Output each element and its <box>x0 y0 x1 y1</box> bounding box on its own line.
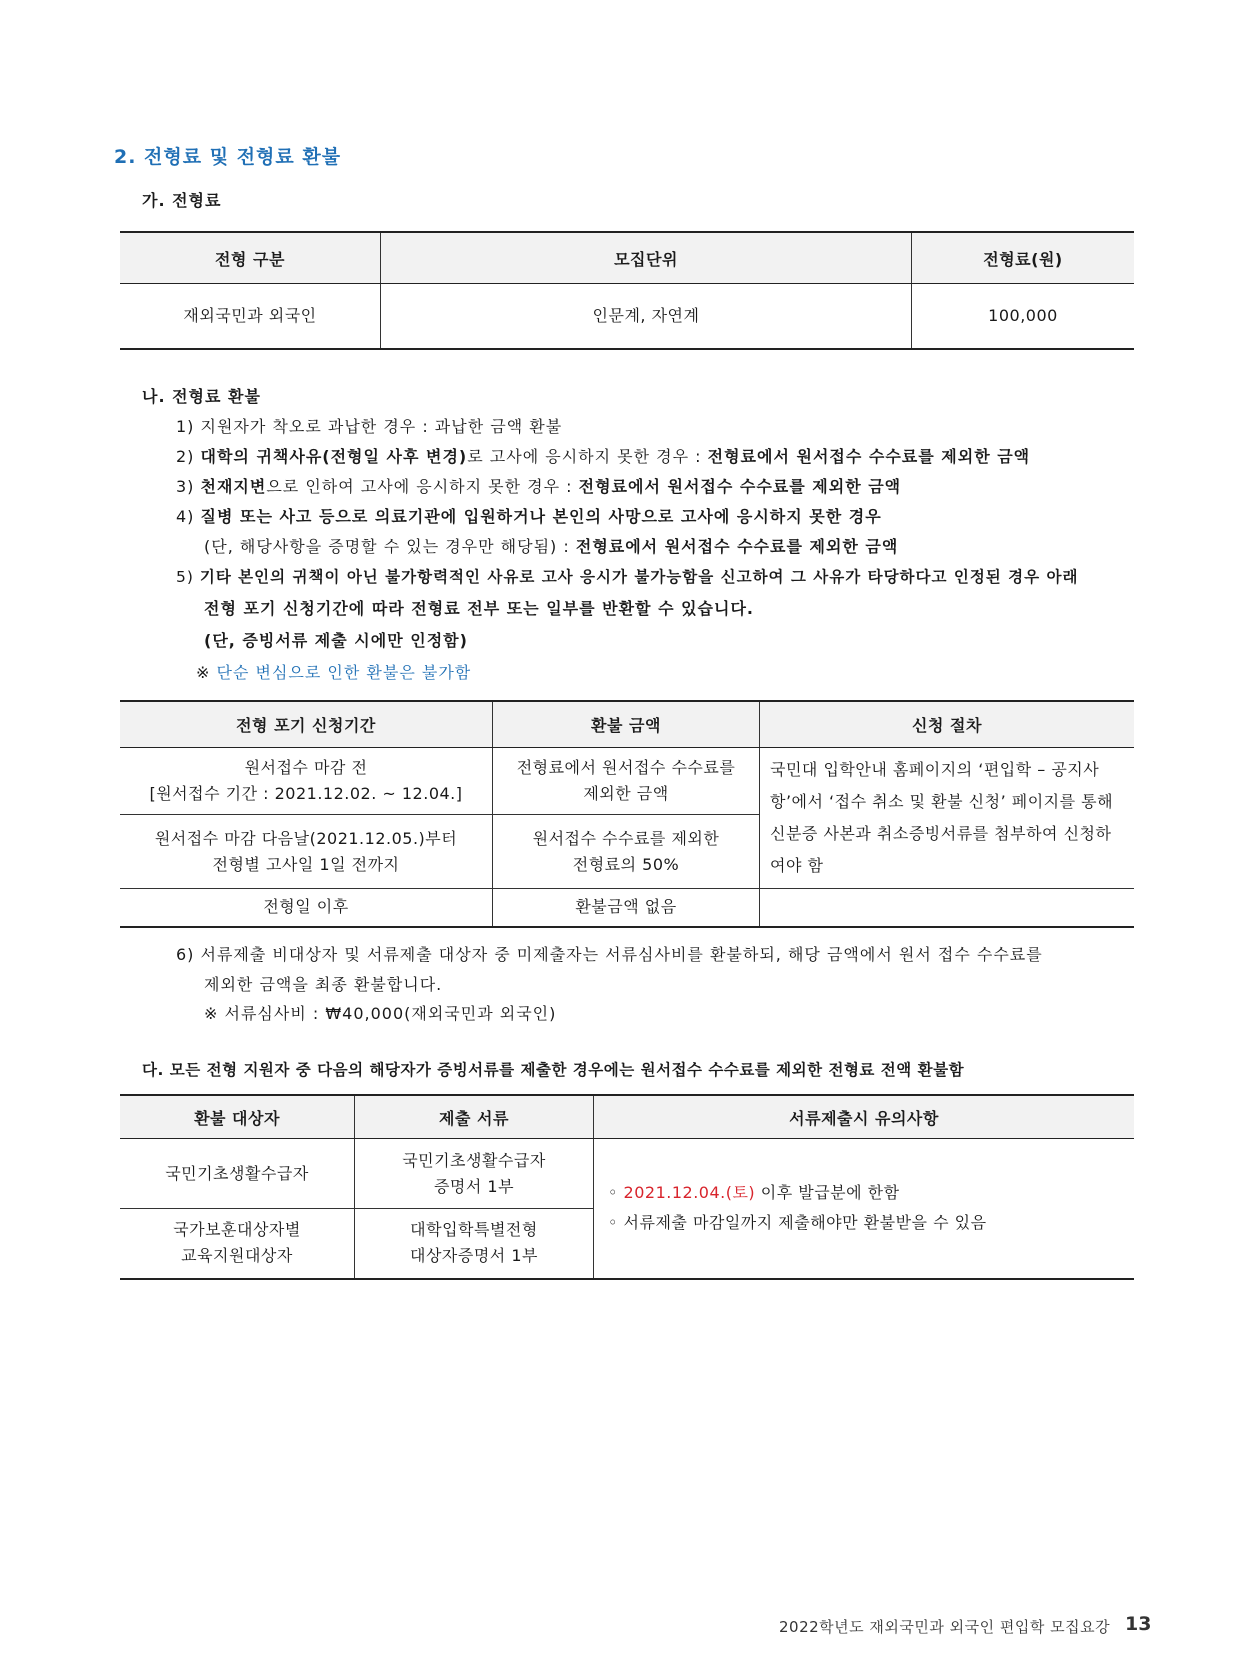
refund-item-5-cont: 전형 포기 신청기간에 따라 전형료 전부 또는 일부를 반환할 수 있습니다. <box>204 599 755 618</box>
refund-item-6-cont: 제외한 금액을 최종 환불합니다. <box>204 975 443 994</box>
table-cell <box>120 748 493 815</box>
notes-cell <box>594 1139 1135 1279</box>
cell-line: 증명서 1부 <box>433 1176 515 1196</box>
table-cell <box>493 815 760 889</box>
table-cell: 전형일 이후 <box>120 889 493 927</box>
item-number: 5) <box>176 568 200 586</box>
cell-line: [원서접수 기간 : 2021.12.02. ~ 12.04.] <box>149 784 463 803</box>
table-cell: 인문계, 자연계 <box>381 284 912 350</box>
bullet: ◦ <box>608 1213 618 1233</box>
table-cell <box>760 889 1135 927</box>
refund-item-4 <box>176 504 882 527</box>
table-row <box>120 1139 1134 1209</box>
cell-line: 전형료에서 원서접수 수수료를 <box>516 758 736 777</box>
table-header: 전형 구분 <box>120 232 381 284</box>
refund-item-5-note: (단, 증빙서류 제출 시에만 인정함) <box>204 631 468 650</box>
refund-item-1: 1) 지원자가 착오로 과납한 경우 : 과납한 금액 환불 <box>176 417 563 436</box>
table-header: 환불 금액 <box>493 701 760 748</box>
cell-line: 전형료의 50% <box>572 854 680 874</box>
note-line-2 <box>608 1208 1133 1238</box>
table-cell <box>355 1209 594 1279</box>
table-cell: 국민기초생활수급자 <box>120 1139 355 1209</box>
section-title: 2. 전형료 및 전형료 환불 <box>114 146 342 168</box>
cell-line: 전형별 고사일 1일 전까지 <box>212 854 400 874</box>
table-header: 제출 서류 <box>355 1095 594 1139</box>
note-text: 이후 발급분에 한함 <box>755 1183 900 1203</box>
fee-table <box>120 231 1134 350</box>
note-text: 서류제출 마감일까지 제출해야만 환불받을 수 있음 <box>623 1213 987 1233</box>
cell-line: 대상자증명서 1부 <box>410 1246 538 1266</box>
refund-item-6: 6) 서류제출 비대상자 및 서류제출 대상자 중 미제출자는 서류심사비를 환불하되, 해당 금액에서 원서 접수 수수료를 <box>176 945 1043 964</box>
item-number: 2) <box>176 447 201 466</box>
subsection-full-refund-title: 다. 모든 전형 지원자 중 다음의 해당자가 증빙서류를 제출한 경우에는 원서접수 수수료를 제외한 전형료 전액 환불함 <box>142 1061 965 1079</box>
table-cell <box>120 815 493 889</box>
bold-text: 대학의 귀책사유(전형일 사후 변경) <box>200 447 468 466</box>
table-row <box>120 284 1134 350</box>
table-cell <box>493 748 760 815</box>
table-row <box>120 748 1134 815</box>
item-text: 으로 인하여 고사에 응시하지 못한 경우 : <box>266 477 579 496</box>
bold-text: 기타 본인의 귀책이 아닌 불가항력적인 사유로 고사 응시가 불가능함을 신고하여 그 사유가 타당하다고 인정된 경우 아래 <box>199 568 1079 586</box>
table-header-row <box>120 232 1134 284</box>
cell-line: 국민기초생활수급자 <box>402 1150 546 1170</box>
table-header: 서류제출시 유의사항 <box>594 1095 1135 1139</box>
bullet: ◦ <box>608 1183 618 1203</box>
cell-line: 교육지원대상자 <box>181 1246 293 1266</box>
table-header: 환불 대상자 <box>120 1095 355 1139</box>
cell-line: 원서접수 수수료를 제외한 <box>532 828 720 848</box>
page-number: 13 <box>1125 1613 1152 1635</box>
table-cell: 100,000 <box>912 284 1135 350</box>
bold-text: 질병 또는 사고 등으로 의료기관에 입원하거나 본인의 사망으로 고사에 응시하지 못한 경우 <box>200 507 882 526</box>
date-highlight: 2021.12.04.(토) <box>623 1183 756 1203</box>
note-text: 단순 변심으로 인한 환불은 불가함 <box>216 663 472 682</box>
bold-text: 전형료에서 원서접수 수수료를 제외한 금액 <box>578 477 902 496</box>
cell-line: 제외한 금액 <box>583 784 669 803</box>
table-header: 전형료(원) <box>912 232 1135 284</box>
table-header-row <box>120 701 1134 748</box>
table-cell: 환불금액 없음 <box>493 889 760 927</box>
refund-item-2 <box>176 444 1030 467</box>
procedure-cell: 국민대 입학안내 홈페이지의 ‘편입학 – 공지사항’에서 ‘접수 취소 및 환불 신청’ 페이지를 통해 신분증 사본과 취소증빙서류를 첨부하여 신청하여야 함 <box>760 748 1135 889</box>
table-cell <box>120 1209 355 1279</box>
bold-text: 전형료에서 원서접수 수수료를 제외한 금액 <box>575 537 899 556</box>
table-cell: 재외국민과 외국인 <box>183 306 317 325</box>
note-line-1 <box>608 1178 1133 1208</box>
refund-item-3 <box>176 474 901 497</box>
item-number: 4) <box>176 507 201 526</box>
item-number: 3) <box>176 477 201 496</box>
bold-text: 전형료에서 원서접수 수수료를 제외한 금액 <box>707 447 1031 466</box>
refund-note <box>196 660 471 683</box>
refund-item-5 <box>176 565 1078 587</box>
review-fee-note: ※ 서류심사비 : ₩40,000(재외국민과 외국인) <box>204 1004 557 1023</box>
refund-table <box>120 700 1134 928</box>
table-header: 신청 절차 <box>760 701 1135 748</box>
footer-text: 2022학년도 재외국민과 외국인 편입학 모집요강 <box>779 1618 1111 1636</box>
cell-line: 국가보훈대상자별 <box>173 1220 301 1240</box>
cell-line: 대학입학특별전형 <box>410 1220 538 1240</box>
item-text: (단, 해당사항을 증명할 수 있는 경우만 해당됨) : <box>204 537 576 556</box>
table-header: 전형 포기 신청기간 <box>120 701 493 748</box>
bold-text: 천재지변 <box>200 477 267 496</box>
note-mark: ※ <box>196 663 211 682</box>
table-header: 모집단위 <box>381 232 912 284</box>
subsection-refund-title: 나. 전형료 환불 <box>142 387 261 406</box>
item-text: 로 고사에 응시하지 못한 경우 : <box>467 447 708 466</box>
table-row <box>120 889 1134 927</box>
table-cell <box>355 1139 594 1209</box>
table-header-row <box>120 1095 1134 1139</box>
cell-line: 원서접수 마감 다음날(2021.12.05.)부터 <box>154 828 458 848</box>
cell-line: 원서접수 마감 전 <box>244 758 368 777</box>
document-table <box>120 1094 1134 1280</box>
refund-item-4-cont <box>204 534 898 557</box>
subsection-fee-title: 가. 전형료 <box>142 191 222 210</box>
